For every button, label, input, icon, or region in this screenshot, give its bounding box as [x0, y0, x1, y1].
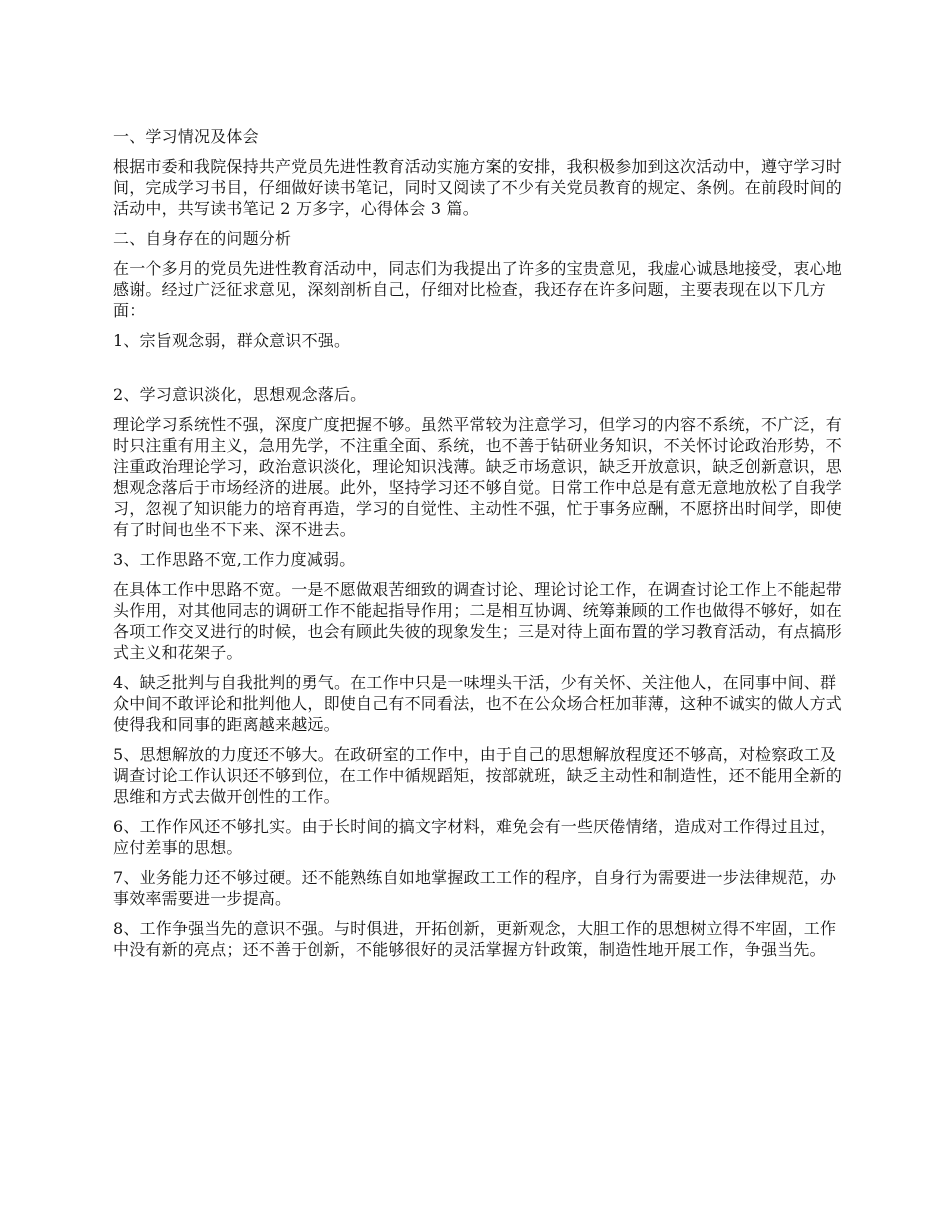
item-2-paragraph: 理论学习系统性不强，深度广度把握不够。虽然平常较为注意学习，但学习的内容不系统，不广泛，有时只注重有用主义，急用先学，不注重全面、系统，也不善于钻研业务知识，不关怀讨论政治形势，不注重政治理论学习，政治意识淡化，理论知识浅薄。缺乏市场意识，缺乏开放意识，缺乏创新意识，思想观念落后于市场经济的进展。此外，坚持学习还不够自觉。日常工作中总是有意无意地放松了自我学习，忽视了知识能力的培育再造，学习的自觉性、主动性不强，忙于事务应酬，不愿挤出时间学，即使有了时间也坐不下来、深不进去。: [113, 415, 843, 539]
item-4-paragraph: 4、缺乏批判与自我批判的勇气。在工作中只是一味埋头干活，少有关怀、关注他人，在同事中间、群众中间不敢评论和批判他人，即使自己有不同看法，也不在公众场合枉加菲薄，这种不诚实的做人方式使得我和同事的距离越来越远。: [113, 673, 843, 734]
item-5-paragraph: 5、思想解放的力度还不够大。在政研室的工作中，由于自己的思想解放程度还不够高，对检察政工及调查讨论工作认识还不够到位，在工作中循规蹈矩，按部就班，缺乏主动性和制造性，还不能用全新的思维和方式去做开创性的工作。: [113, 745, 843, 806]
document-body: [113, 126, 843, 969]
item-1-heading: 1、宗旨观念弱，群众意识不强。: [113, 331, 351, 350]
section-heading-2: 二、自身存在的问题分析: [113, 229, 292, 248]
item-6-paragraph: 6、工作作风还不够扎实。由于长时间的搞文字材料，难免会有一些厌倦情绪，造成对工作得过且过，应付差事的思想。: [113, 817, 837, 857]
paragraph-problem-intro: 在一个多月的党员先进性教育活动中，同志们为我提出了许多的宝贵意见，我虚心诚恳地接受，衷心地感谢。经过广泛征求意见，深刻剖析自己，仔细对比检查，我还存在许多问题，主要表现在以下几方面：: [113, 259, 843, 320]
item-7-paragraph: 7、业务能力还不够过硬。还不能熟练自如地掌握政工工作的程序，自身行为需要进一步法律规范，办事效率需要进一步提高。: [113, 868, 837, 908]
item-3-paragraph: 在具体工作中思路不宽。一是不愿做艰苦细致的调查讨论、理论讨论工作，在调查讨论工作上不能起带头作用，对其他同志的调研工作不能起指导作用；二是相互协调、统筹兼顾的工作也做得不够好，如在各项工作交叉进行的时候，也会有顾此失彼的现象发生；三是对待上面布置的学习教育活动，有点搞形式主义和花架子。: [113, 580, 843, 662]
paragraph-study-situation: 根据市委和我院保持共产党员先进性教育活动实施方案的安排，我积极参加到这次活动中，遵守学习时间，完成学习书目，仔细做好读书笔记，同时又阅读了不少有关党员教育的规定、条例。在前段时间的活动中，共写读书笔记 2 万多字，心得体会 3 篇。: [113, 157, 843, 218]
item-8-paragraph: 8、工作争强当先的意识不强。与时俱进，开拓创新，更新观念，大胆工作的思想树立得不牢固，工作中没有新的亮点；还不善于创新，不能够很好的灵活掌握方针政策，制造性地开展工作，争强当先。: [113, 919, 837, 959]
item-2-heading: 2、学习意识淡化，思想观念落后。: [113, 385, 367, 404]
item-3-heading: 3、工作思路不宽,工作力度减弱。: [113, 550, 356, 569]
blank-gap: [113, 360, 843, 384]
section-heading-1: 一、学习情况及体会: [113, 127, 259, 146]
